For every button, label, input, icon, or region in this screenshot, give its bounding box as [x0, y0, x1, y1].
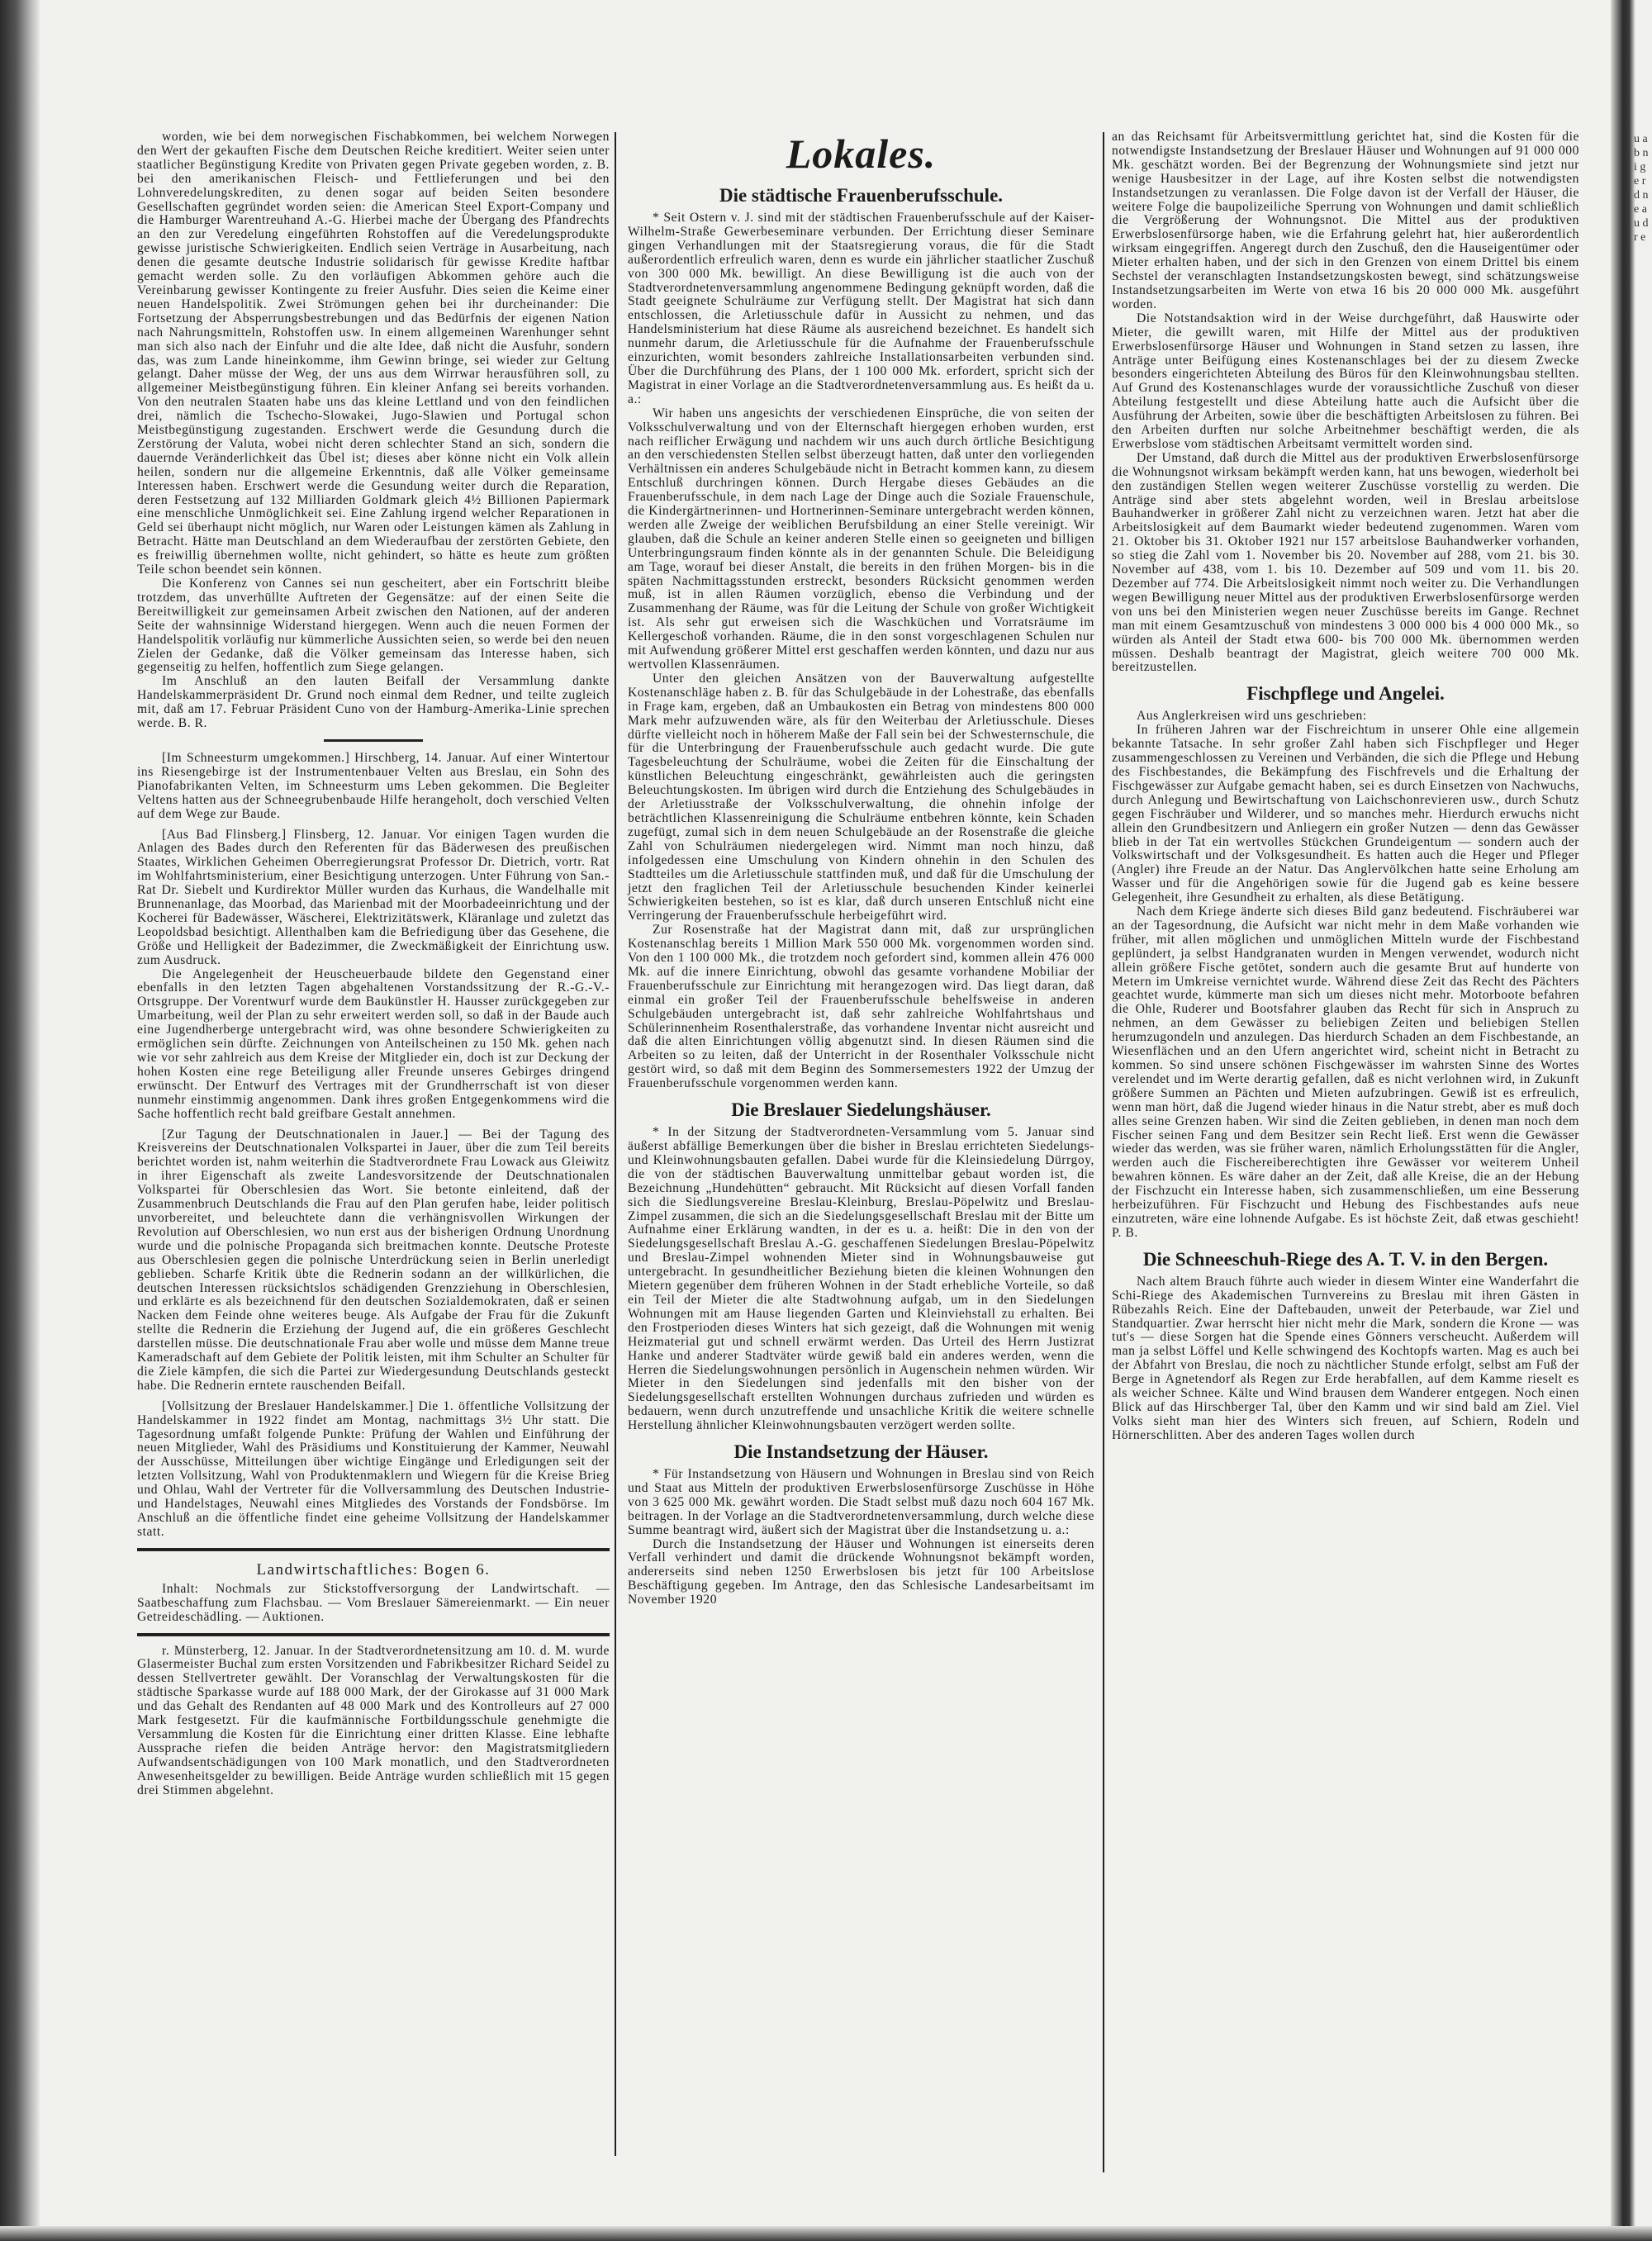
column-divider: [1103, 132, 1104, 2172]
scan-edge-bottom: [0, 2226, 1652, 2241]
scan-binding-edge-left: [0, 0, 40, 2241]
section-divider: [137, 1548, 610, 1551]
article-paragraph: Die Notstandsaktion wird in der Weise durchgeführt, daß Hauswirte oder Mieter, die gewillt waren, mit Hilfe der Mittel aus der produktiven Erwerbslosenfürsorge Häuser und Wohnungen in Stand setzen zu lassen, ihre Anträge unter Beifügung eines Kostenanschlages bei der zu diesem Zwecke besonders eingerichteten Abteilung des Büros für den Kleinwohnungsbau stellten. Auf Grund des Kostenanschlages wurde der voraussichtliche Zuschuß von dieser Abteilung festgestellt und diese Abteilung hatte auch die Aufsicht über die Ausführung der Arbeiten, sowie über die beschäftigten Arbeitslosen zu führen. Bei den Arbeiten durften nur solche Arbeitnehmer beschäftigt werden, die als Erwerbslose vom städtischen Arbeitsamt vermittelt worden sind.: [1112, 311, 1579, 451]
article-paragraph: Nach altem Brauch führte auch wieder in diesem Winter eine Wanderfahrt die Schi-Riege des Akademischen Turnvereins zu Breslau mit ihren Gästen in Rübezahls Reich. Eine der Daftebauden, unweit der Peterbaude, war Ziel und Standquartier. Zwar herrscht hier nicht mehr die Mark, sondern die Krone — was tut's — diese Sorgen hat die Spende eines Gönners verscheucht. Außerdem will man ja selbst Löffel und Kelle schwingend des Kochtopfs warten. Mag es auch bei der Abfahrt von Breslau, die noch zu nächtlicher Stunde erfolgt, selbst am Fuß der Berge in Agnetendorf als Regen zur Erde herabfallen, auf dem Kamme rieselt es als weicher Schnee. Kälte und Wind brausen dem Wanderer entgegen. Noch einen Blick auf das Hirschberger Tal, über den Kamm und wir sind bald am Ziel. Viel Volks sieht man hier des Winters sich freuen, auf Schiern, Rodeln und Hörnerschlitten. Aber des anderen Tages wollen durch: [1112, 1274, 1579, 1442]
article-paragraph: [Im Schneesturm umgekommen.] Hirschberg, 14. Januar. Auf einer Wintertour ins Riesengebirge ist der Instrumentenbauer Velten aus Breslau, ein Sohn des Pianofabrikanten Velten, im Schneesturm ums Leben gekommen. Die Begleiter Veltens hatten aus der Schneegrubenbaude Hilfe herangeholt, doch verschied Velten auf dem Wege zur Baude.: [137, 750, 610, 821]
article-paragraph: [Vollsitzung der Breslauer Handelskammer.] Die 1. öffentliche Vollsitzung der Handelskammer in 1922 findet am Montag, nachmittags 3½ Uhr statt. Die Tagesordnung umfaßt folgende Punkte: Prüfung der Wahlen und Einführung der neuen Mitglieder, Wahl des Präsidiums und Konstituierung der Kammer, Neuwahl der Ausschüsse, Mitteilungen über wichtige Eingänge und Erledigungen seit der letzten Vollsitzung, Wahl von Produktenmaklern und Wiegern für die Kreise Brieg und Ohlau, Wahl der Vertreter für die Vollversammlung des Deutschen Industrie- und Handelstages, Neuwahl eines Mitgliedes des Vorstands der Fondsbörse. Im Anschluß an die öffentliche findet eine geheime Vollsitzung der Handelskammer statt.: [137, 1398, 610, 1539]
article-paragraph: an das Reichsamt für Arbeitsvermittlung gerichtet hat, sind die Kosten für die notwendigste Instandsetzung der Breslauer Häuser und Wohnungen auf 91 000 000 Mk. geschätzt worden. Bei der Begrenzung der Wohnungsmiete sind jetzt nur wenige Hausbesitzer in der Lage, auf ihre Kosten selbst die notwendigsten Instandsetzungen zu veranlassen. Die Folge davon ist der Verfall der Häuser, die weitere Folge die baupolizeiliche Sperrung von Wohnungen und damit schließlich die Vergrößerung der Wohnungsnot. Die Mittel aus der produktiven Erwerbslosenfürsorge haben, wie die Erfahrung gelehrt hat, hier außerordentlich wirksam eingegriffen. Angeregt durch den Zuschuß, den die Hauseigentümer oder Mieter erhalten haben, und der sich in den Grenzen von einem Drittel bis einem Sechstel der veranschlagten Instandsetzungskosten bewegt, sind schätzungsweise Instandsetzungsarbeiten im Werte von etwa 16 bis 20 000 000 Mk. ausgeführt worden.: [1112, 130, 1579, 311]
section-divider: [324, 739, 423, 742]
article-heading: Die Schneeschuh-Riege des A. T. V. in den Bergen.: [1142, 1248, 1549, 1270]
article-paragraph: Die Angelegenheit der Heuscheuerbaude bildete den Gegenstand einer ebenfalls in den letzten Tagen abgehaltenen Vorstandssitzung der R.-G.-V.-Ortsgruppe. Der Vorentwurf wurde dem Baukünstler H. Hausser zurückgegeben zur Umarbeitung, weil der Plan zu sehr erweitert werden soll, so daß in der Baude auch eine Jugendherberge untergebracht wird, was ohne besondere Schwierigkeiten zu ermöglichen sein dürfte. Zeichnungen von Anteilscheinen zu 150 Mk. gehen nach wie vor sehr zahlreich aus dem Kreise der Mitglieder ein, doch ist zur Deckung der hohen Kosten eine rege Beteiligung aller Freunde unseres Gebirges dringend erwünscht. Der Entwurf des Vertrages mit der Grundherrschaft ist von dieser nunmehr einstimmig angenommen. Dank ihres großen Entgegenkommens wird die Sache hoffentlich recht bald greifbare Gestalt annehmen.: [137, 966, 610, 1121]
article-paragraph: Durch die Instandsetzung der Häuser und Wohnungen ist einerseits deren Verfall verhindert und damit die drückende Wohnungsnot bekämpft worden, andererseits sind neben 1250 Erwerbslosen bis jetzt für 100 Arbeitslose Beschäftigung gegeben. Im Antrage, den das Schlesische Landesarbeitsamt im November 1920: [628, 1536, 1094, 1607]
column-divider: [615, 132, 616, 2156]
article-paragraph: r. Münsterberg, 12. Januar. In der Stadtverordnetensitzung am 10. d. M. wurde Glasermeister Buchal zum ersten Vorsitzenden und Fabrikbesitzer Richard Seidel zu dessen Stellvertreter gewählt. Der Voranschlag der Verwaltungskosten für die städtische Sparkasse wurde auf 188 000 Mark, der der Girokasse auf 31 000 Mark und das Gehalt des Rendanten auf 48 000 Mark und des Kontrolleurs auf 27 000 Mark festgesetzt. Für die kaufmännische Fortbildungsschule genehmigte die Versammlung die Kosten für die Einrichtung einer dritten Klasse. Eine lebhafte Aussprache riefen die beiden Anträge hervor: den Magistratsmitgliedern Aufwandsentschädigungen von 100 Mark monatlich, und den Stadtverordneten Anwesenheitsgelder zu bewilligen. Beide Anträge wurden schließlich mit 15 gegen drei Stimmen abgelehnt.: [137, 1643, 610, 1797]
article-paragraph: Unter den gleichen Ansätzen von der Bauverwaltung aufgestellte Kostenanschläge haben z. B. für das Schulgebäude in der Lohestraße, das ebenfalls in Frage kam, ergeben, daß an Umbaukosten ein Betrag von mindestens 800 000 Mark mehr aufzuwenden wäre, als für den Weiterbau der Arletiusschule. Dieses dürfte vielleicht noch in höherem Maße der Fall sein bei der Schwesternschule, die für die Unterbringung der Frauenberufsschule auch gedacht wurde. Die gute Tagesbeleuchtung der Schulräume, wobei die Zeiten für die Einschaltung der künstlichen Beleuchtung eingeschränkt, gewährleisten auch die geringsten Beleuchtungskosten. Im übrigen wird durch die Entziehung des Schulgebäudes in der Arletiusstraße der Volksschulverwaltung, die ohnehin infolge der beträchtlichen Klassenreinigung die Schulräume entbehren könnte, kein Schaden zugefügt, zumal sich in dem neuen Schulgebäude an der Rosenstraße die gleiche Zahl von Schulräumen niedergelegen wird. Nimmt man noch hinzu, daß infolgedessen eine Umschulung von Kindern ohnehin in den Schulen des Stadtteiles um die Arletiusschule stattfinden muß, und daß für die Umschulung der jetzt den fraglichen Teil der Arletiusschule besuchenden Kinder keinerlei Schwierigkeiten bestehen, so ist es klar, daß durch unseren Entschluß nicht eine Verringerung der Frauenberufsschule herbeigeführt wird.: [628, 671, 1094, 923]
article-paragraph: [Zur Tagung der Deutschnationalen in Jauer.] — Bei der Tagung des Kreisvereins der Deutschnationalen Volkspartei in Jauer, über die zum Teil bereits berichtet worden ist, nahm weiterhin die Stadtverordnete Frau Lowack aus Gleiwitz in ihrer Eigenschaft als zweite Landesvorsitzende der Deutschnationalen Volkspartei für Oberschlesien das Wort. Sie betonte einleitend, daß der Zusammenbruch Deutschlands die Frau auf den Plan gerufen habe, leider politisch unvorbereitet, und beleuchtete dann die verhängnisvollen Wirkungen der Revolution auf Oberschlesien, wo nun erst aus der bisherigen Ordnung Unordnung wurde und die polnische Propaganda sich breitmachen konnte. Deutsche Proteste aus Oberschlesien gegen die polnische Unterdrückung seien in Berlin unerledigt geblieben. Scharfe Kritik übte die Rednerin sodann an der willkürlichen, die deutschen Interessen rücksichtslos schädigenden Grenzziehung in Oberschlesien, und erklärte es als bezeichnend für den deutschen Sozialdemokraten, daß er seinen Nacken dem Feinde ohne weiteres beuge. Als Aufgabe der Frau für die Zukunft stellte die Rednerin die Erziehung der Jugend auf, die ein größeres Geschlecht darstellen müsse. Die deutschnationale Frau aber wolle und müsse dem Manne treue Kameradschaft auf dem Gebiete der Politik leisten, mit ihm Schulter an Schulter für die Ziele kämpfen, die sich die Partei zur Wiedergesundung Deutschlands gesteckt habe. Die Rednerin erntete rauschenden Beifall.: [137, 1127, 610, 1393]
article-paragraph: Nach dem Kriege änderte sich dieses Bild ganz bedeutend. Fischräuberei war an der Tagesordnung, die Aufsicht war nicht mehr in dem Maße vorhanden wie früher, mit allen möglichen und unmöglichen Mitteln wurde der Fischbestand geplündert, ja selbst Handgranaten wurden in Mengen verwendet, wodurch nicht allein größere Fische getötet, sondern auch die gesamte Brut auf hunderte von Metern im Umkreise vernichtet wurde. Während diese Zeit das Recht des Pächters geachtet wurde, kümmerte man sich um dieses nicht mehr. Motorboote befahren die Ohle, Ruderer und Bootsfahrer glauben das Recht für sich in Anspruch zu nehmen, an dem Gewässer zu beliebigen Zeiten und beliebigen Stellen herumzugondeln und anzulegen. Das hierdurch Schaden an dem Fischbestande, an Wiesenflächen und an den Ufern angerichtet wird, scheint nicht in Betracht zu kommen. So sind unsere schönen Fischgewässer im wahrsten Sinne des Wortes verelendet und im Werte derartig gefallen, daß es nicht verlohnen wird, in Zukunft größere Summen an Pächten und Mieten aufzubringen. Gewiß ist es erfreulich, wenn man hört, daß die Jugend wieder hinaus in die Natur strebt, aber es muß doch alles seine Grenzen haben. Wir sind die Zeiten geblieben, in denen man noch dem Fischer seinen Fang und dem Besitzer sein Recht ließ. Erst wenn die Gewässer wieder das werden, was sie früher waren, nämlich Erholungsstätten für die Angler, werden auch die Fischereiberechtigten ihre Gewässer vor weiterem Unheil bewahren können. Es wäre daher an der Zeit, daß alle Kreise, die an der Hebung der Fischzucht ein Interesse haben, sich zusammenschließen, um eine Besserung herbeizuführen. Für Fischzucht und Hebung des Fischbestandes aufs neue einzutreten, wäre eine lohnende Aufgabe. Es ist höchste Zeit, daß etwas geschieht! P. B.: [1112, 904, 1579, 1240]
article-paragraph: Die Konferenz von Cannes sei nun gescheitert, aber ein Fortschritt bleibe trotzdem, das unverhüllte Auftreten der Gegensätze: auf der einen Seite die Bereitwilligkeit zur gemeinsamen Arbeit zwischen den Nationen, auf der anderen Seite der wahnsinnige Widerstand hiergegen. Wenn auch die neuen Formen der Handelspolitik vorläufig nur kümmerliche Aussichten seien, so werde bei den neuen Zielen der Gedanke, daß die Völker gemeinsam das Interesse haben, sich gegenseitig zu helfen, hoffentlich zum Siege gelangen.: [137, 577, 610, 675]
article-heading: Die städtische Frauenberufsschule.: [719, 185, 1004, 206]
section-divider: [137, 1633, 610, 1636]
article-paragraph: * In der Sitzung der Stadtverordneten-Versammlung vom 5. Januar sind äußerst abfällige Bemerkungen über die bisher in Breslau errichteten Siedelungs- und Kleinwohnungsbauten gefallen. Dabei wurde für die Kleinsiedelung Dürrgoy, die von der städtischen Bauverwaltung unmittelbar gebaut worden ist, die Bezeichnung „Hundehütten“ gebraucht. Mit Rücksicht auf diesen Vorfall fanden sich die Siedlungsvereine Breslau-Kleinburg, Breslau-Pöpelwitz und Breslau-Zimpel zusammen, die sich an die Siedelungsgesellschaft Breslau mit der Bitte um Aufnahme einer Erklärung wandten, in der es u. a. heißt: Die in den von der Siedelungsgesellschaft Breslau A.-G. geschaffenen Siedelungen Breslau-Pöpelwitz und Breslau-Zimpel wohnenden Mieter sind in Wohnungsbauweise gut untergebracht. In gesundheitlicher Beziehung bieten die kleinen Wohnungen den Mietern gegenüber dem früheren Wohnen in der Stadt erhebliche Vorteile, so daß ein Teil der Mieter die alte Stadtwohnung aufgab, um in den Siedelungen Wohnungen mit am Hause liegenden Garten und Kleinviehstall zu erhalten. Bei den Frostperioden dieses Winters hat sich gezeigt, daß die Wohnungen mit wenig Heizmaterial gut und schnell erwärmt werden. Das Urteil des Herrn Justizrat Hanke und anderer Stadtväter würde gewiß bald ein anderes werden, wenn die Herren die Siedelungswohnungen persönlich in Augenschein nehmen würden. Wir Mieter in den Siedelungen sind jedenfalls mit den bisher von der Siedelungsgesellschaft erstellten Wohnungen durchaus zufrieden und würden es bedauern, wenn durch unzutreffende und unsachliche Kritik die weitere schnelle Herstellung ähnlicher Kleinwohnungsbauten verzögert werden sollte.: [628, 1125, 1094, 1433]
column-left: [137, 131, 610, 1798]
article-paragraph: Wir haben uns angesichts der verschiedenen Einsprüche, die von seiten der Volksschulverwaltung und von der Elternschaft hiergegen erhoben wurden, erst nach reiflicher Erwägung und nachdem wir uns auch durch örtliche Besichtigung an den verschiedensten Stellen selbst überzeugt hatten, daß unter den vorliegenden Verhältnissen ein anderes Schulgebäude nicht in Betracht kommen kann, zu diesem Entschluß durchringen können. Durch Hergabe dieses Gebäudes an die Frauenberufsschule, in dem nach Lage der Dinge auch die Soziale Frauenschule, die Kindergärtnerinnen- und Hortnerinnen-Seminare untergebracht werden können, werden alle Zweige der weiblichen Berufsbildung an einer Stelle vereinigt. Wir glauben, daß die Schule an keiner anderen Stelle einen so geeigneten und billigen Unterbringungsraum finden könnte als in der genannten Schule. Die Beleidigung am Tage, worauf bei dieser Anstalt, die bereits in den frühen Morgen- bis in die späten Nachmittagsstunden erstreckt, besonders Rücksicht genommen werden muß, ist in allen Räumen vorzüglich, ebenso die Verbindung und der Zusammenhang der Räume, was für die Leitung der Schule von großer Wichtigkeit ist. Als sehr gut erweisen sich die Waschküchen und Vorratsräume im Kellergeschoß vorhanden. Räume, die in den sonst vorgeschlagenen Schulen nur mit Aufwendung größerer Mittel erst geschaffen werden könnten, und dazu nur aus wertvollen Klassenräumen.: [628, 406, 1094, 672]
article-paragraph: * Für Instandsetzung von Häusern und Wohnungen in Breslau sind von Reich und Staat aus Mitteln der produktiven Erwerbslosenfürsorge Zuschüsse in Höhe von 3 625 000 Mk. gewährt worden. Die Stadt selbst muß dazu noch 604 167 Mk. beitragen. In der Vorlage an die Stadtverordnetenversammlung, durch welche diese Summe beantragt wird, äußert sich der Magistrat über die Instandsetzung u. a.:: [628, 1467, 1094, 1537]
article-paragraph: Inhalt: Nochmals zur Stickstoffversorgung der Landwirtschaft. — Saatbeschaffung zum Flachsbau. — Vom Breslauer Sämereienmarkt. — Ein neuer Getreideschädling. — Auktionen.: [137, 1581, 610, 1624]
article-heading: Fischpflege und Angelei.: [1246, 683, 1445, 705]
article-paragraph: Zur Rosenstraße hat der Magistrat dann mit, daß zur ursprünglichen Kostenanschlag bereits 1 Million Mark 550 000 Mk. vorgenommen worden sind. Von den 1 100 000 Mk., die trotzdem noch gefordert sind, kommen allein 476 000 Mk. auf die innere Einrichtung, obwohl das gesamte vorhandene Mobiliar der Frauenberufsschule zur Einrichtung mit herangezogen wird. Das liegt daran, daß einmal ein großer Teil der Frauenberufsschule behelfsweise in anderen Schulgebäuden untergebracht ist, daß sehr zahlreiche Wohlfahrtshaus und Schülerinnenheim Rosenthalerstraße, das vorhandene Inventar nicht ausreicht und daß die alten Einrichtungen völlig abgenutzt sind. In diesen Räumen sind die Arbeiten so zu leiten, daß der Unterricht in der Rosenthaler Volksschule nicht gestört wird, so daß mit dem Beginn des Sommersemesters 1922 der Umzug der Frauenberufsschule vorgenommen werden kann.: [628, 923, 1094, 1091]
article-paragraph: Der Umstand, daß durch die Mittel aus der produktiven Erwerbslosenfürsorge die Wohnungsnot wirksam bekämpft werden kann, hat uns bewogen, wiederholt bei den zuständigen Stellen wegen weiterer Zuschüsse vorstellig zu werden. Die Anträge sind aber stets abgelehnt worden, weil in Breslau arbeitslose Bauhandwerker in größerer Zahl nicht zu verzeichnen waren. Jetzt hat aber die Arbeitslosigkeit auf dem Baumarkt wieder bedeutend zugenommen. Waren vom 21. Oktober bis 31. Oktober 1921 nur 157 arbeitslose Bauhandwerker vorhanden, so stieg die Zahl vom 1. November bis 20. November auf 288, vom 21. bis 30. November auf 438, vom 1. bis 10. Dezember auf 509 und vom 11. bis 20. Dezember auf 774. Die Arbeitslosigkeit nimmt noch weiter zu. Die Verhandlungen wegen Bewilligung neuer Mittel aus der produktiven Erwerbslosenfürsorge werden von uns bei den Ministerien wegen neuer Zuschüsse bereits im Gange. Rechnet man mit einem Gesamtzuschuß von mindestens 3 000 000 bis 4 000 000 Mk., so würden als Anteil der Stadt etwa 600- bis 700 000 Mk. übernommen werden müssen. Deshalb beantragt der Magistrat, gleich weitere 700 000 Mk. bereitzustellen.: [1112, 450, 1579, 675]
article-paragraph: In früheren Jahren war der Fischreichtum in unserer Ohle eine allgemein bekannte Tatsache. In sehr großer Zahl haben sich Fischpfleger und Heger zusammengeschlossen zu Vereinen und Verbänden, die sich die Pflege und Hebung des Fischbestandes, die Bekämpfung des Fischfrevels und die Erhaltung der Fischgewässer zur Aufgabe gemacht haben, sei es durch Einsetzen von Nachwuchs, durch Anlegung und Bewirtschaftung von Laichschonrevieren usw., durch Schutz gegen Fischräuber und Wilderer, und so manches mehr. Hierdurch erwuchs nicht allein den Grundbesitzern und Anliegern ein großer Nutzen — denn das Gewässer blieb in der Tat ein wertvolles Stückchen Grundeigentum — sondern auch der Volkswirtschaft und der Volksgesundheit. Es hatten auch die Heger und Pfleger (Angler) ihre Freude an der Natur. Das Anglervölkchen hatte seine Erholung am Wasser und für die Angehörigen sowie für die Jugend gab es keine bessere Gelegenheit, ihre Gesundheit zu erhalten, als diese Betätigung.: [1112, 723, 1579, 905]
article-heading: Landwirtschaftliches: Bogen 6.: [256, 1560, 491, 1579]
article-paragraph: * Seit Ostern v. J. sind mit der städtischen Frauenberufsschule auf der Kaiser-Wilhelm-Straße Gewerbeseminare verbunden. Der Errichtung dieser Seminare gingen Verhandlungen mit der Staatsregierung voraus, die für die Stadt außerordentlich erfreulich waren, denn es wurde ein jährlicher staatlicher Zuschuß von 300 000 Mk. bewilligt. An diese Bewilligung ist die auch von der Stadtverordnetenversammlung angenommene Bedingung geknüpft worden, daß die Stadt geeignete Schulräume zur Verfügung stellt. Der Magistrat hat sich dann entschlossen, die Arletiusschule dafür in Aussicht zu nehmen, und das Handelsministerium hat diese Räume als ausreichend bezeichnet. Es handelt sich nunmehr darum, die Arletiusschule für die Aufnahme der Frauenberufsschule einzurichten, womit besonders zahlreiche Installationsarbeiten verbunden sind. Über die Durchführung des Plans, der 1 100 000 Mk. erfordert, spricht sich der Magistrat in einer Vorlage an die Stadtverordnetenversammlung aus. Es heißt da u. a.:: [628, 211, 1094, 406]
article-heading: Die Breslauer Siedelungshäuser.: [731, 1099, 991, 1121]
article-paragraph: Im Anschluß an den lauten Beifall der Versammlung dankte Handelskammerpräsident Dr. Grund noch einmal dem Redner, und teilte zugleich mit, daß am 17. Februar Präsident Cuno von der Hamburg-Amerika-Linie sprechen werde. B. R.: [137, 674, 610, 731]
article-paragraph: worden, wie bei dem norwegischen Fischabkommen, bei welchem Norwegen den Wert der gekauften Fische dem Deutschen Reiche kreditiert. Weiter seien unter staatlicher Begünstigung Kredite von Privaten gegen Private gegeben worden, z. B. bei den amerikanischen Fleisch- und Fettlieferungen und bei den Lohnveredelungskrediten, zu denen sogar auf beiden Seiten besondere Gesellschaften gegründet worden seien: die American Steel Export-Company und die Hamburger Warentreuhand A.-G. Hierbei mache der Übergang des Pfandrechts an den zur Veredelung eingeführten Rohstoffen auf die Veredelungsprodukte gewisse juristische Schwierigkeiten. Endlich seien Verträge in Ausarbeitung, nach denen die gesamte deutsche Industrie solidarisch für gewisse Kredite haftbar gemacht werden solle. Zu den vorläufigen Abkommen gehöre auch die Vereinbarung gewisser Kontingente zu freier Ausfuhr. Dies seien die Keime einer neuen Handelspolitik. Zwei Strömungen gehen bei ihr durcheinander: Die Fortsetzung der Absperrungsbestrebungen und das Bedürfnis der eigenen Nation nach Nahrungsmitteln, Rohstoffen usw. In einem allgemeinen Warenhunger sehnt man sich also nach der Einfuhr und die alte Idee, daß nicht die Ausfuhr, sondern das, was zum Lande hineinkomme, ihm Gewinn bringe, sei wieder zur Geltung gelangt. Daher müsse der Weg, der uns aus dem Wirrwar herausführen soll, zu allgemeiner Meistbegünstigung führen. Ein kleiner Anfang sei bereits vorhanden. Von den neutralen Staaten habe uns das kleine Lettland und von den feindlichen drei, nämlich die Tschecho-Slowakei, Jugo-Slawien und Portugal schon Meistbegünstigung zugestanden. Erschwert werde die Gesundung durch die Zerstörung der Valuta, wobei nicht deren schlechter Stand an sich, sondern die dauernde Veränderlichkeit das Übel ist; dieses aber könne nicht ein Volk allein heilen, sondern nur die allgemeine Erkenntnis, daß alle Völker gemeinsame Interessen haben. Erschwert werde die Gesundung weiter durch die Reparation, deren Festsetzung auf 132 Milliarden Goldmark gleich 4½ Billionen Papiermark eine menschliche Unmöglichkeit sei. Eine Zahlung irgend welcher Reparationen in Geld sei überhaupt nicht möglich, nur Waren oder Leistungen kämen als Zahlung in Betracht. Hätte man Deutschland an dem Wiederaufbau der zerstörten Gebiete, den es freiwillig übernehmen wollte, nicht gehindert, so hätte es heute zum größten Teile schon beendet sein können.: [137, 130, 610, 577]
adjacent-page-fragment: u a b n i g e r d n e a u d r e: [1634, 133, 1649, 244]
column-right: [1112, 131, 1579, 1443]
article-heading: Die Instandsetzung der Häuser.: [733, 1441, 989, 1463]
article-paragraph: [Aus Bad Flinsberg.] Flinsberg, 12. Januar. Vor einigen Tagen wurden die Anlagen des Bades durch den Referenten für das Bäderwesen des preußischen Staates, Wirklichen Geheimen Oberregierungsrat Professor Dr. Dietrich, vortr. Rat im Wohlfahrtsministerium, einer Besichtigung unterzogen. Unter Führung von San.-Rat Dr. Siebelt und Kurdirektor Müller wurden das Kurhaus, die Wandelhalle mit Brunnenanlage, das Moorbad, das Marienbad mit der Moorbadeeinrichtung und der Kocherei für Badewässer, Wäscherei, Elektrizitätswerk, Kläranlage und zuletzt das Leopoldsbad besichtigt. Allenthalben kam die Befriedigung über das Gesehene, die Größe und Helligkeit der Badezimmer, die Zweckmäßigkeit der Einrichtung usw. zum Ausdruck.: [137, 827, 610, 967]
article-paragraph: Aus Anglerkreisen wird uns geschrieben:: [1137, 709, 1367, 724]
column-middle: [628, 131, 1094, 1607]
section-title: Lokales.: [786, 131, 937, 177]
